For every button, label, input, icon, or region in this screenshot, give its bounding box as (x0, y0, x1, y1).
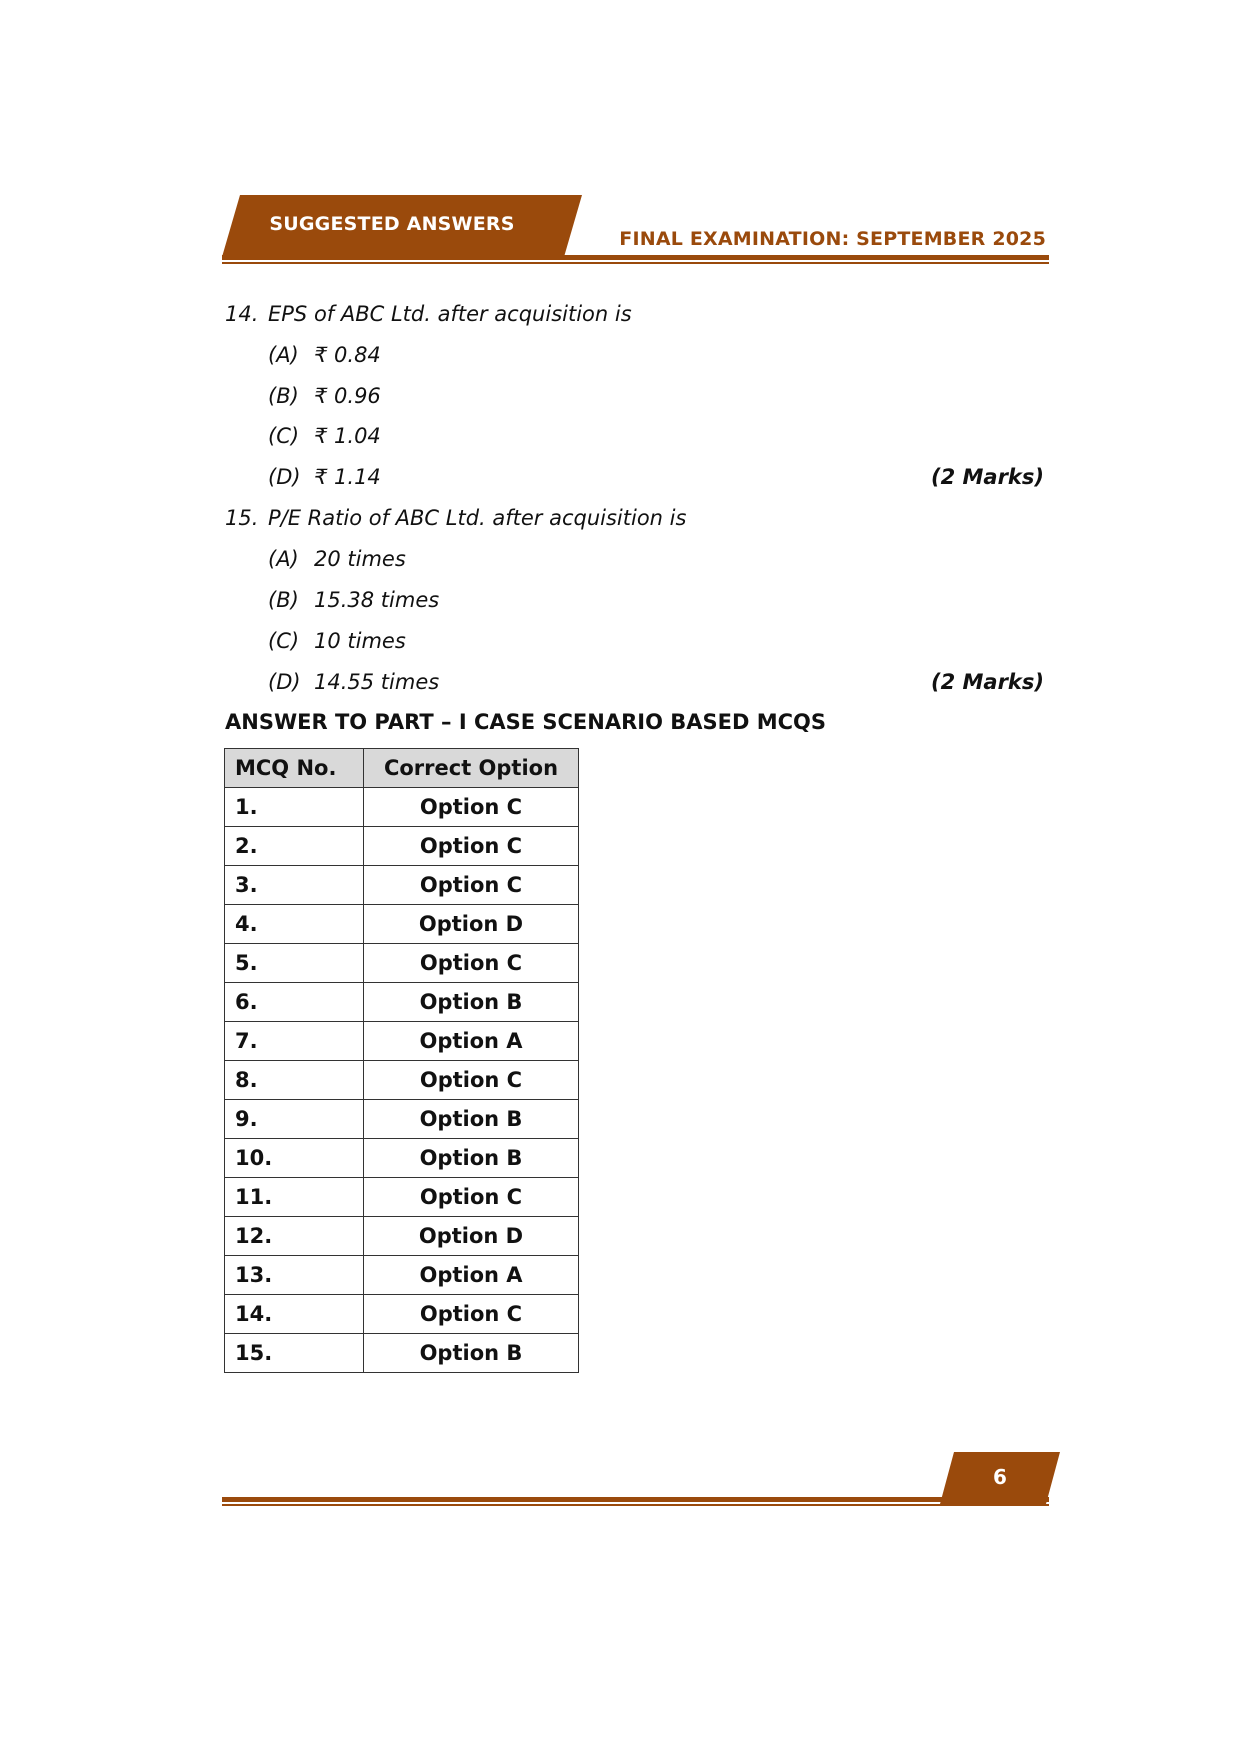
table-row (225, 827, 579, 866)
answer-table (224, 748, 579, 1373)
correct-option: Option D (364, 905, 579, 944)
table-row (225, 1295, 579, 1334)
question-15-option-b (268, 588, 439, 612)
table-row (225, 1139, 579, 1178)
question-14-marks: (2 Marks) (930, 465, 1044, 489)
table-row (225, 1022, 579, 1061)
mcq-number: 15. (225, 1334, 364, 1373)
header-tab-label: SUGGESTED ANSWERS (269, 213, 515, 235)
mcq-number: 4. (225, 905, 364, 944)
correct-option: Option C (364, 944, 579, 983)
option-text: ₹ 1.14 (314, 465, 381, 489)
mcq-number: 11. (225, 1178, 364, 1217)
correct-option: Option B (364, 1334, 579, 1373)
table-row (225, 1178, 579, 1217)
mcq-number: 5. (225, 944, 364, 983)
option-label: (D) (268, 465, 301, 489)
question-14-option-b (268, 384, 381, 408)
mcq-number: 1. (225, 788, 364, 827)
table-row (225, 983, 579, 1022)
answer-section-heading: ANSWER TO PART – I CASE SCENARIO BASED MCQS (225, 710, 827, 734)
mcq-number: 10. (225, 1139, 364, 1178)
question-15-option-a (268, 547, 406, 571)
correct-option: Option B (364, 1139, 579, 1178)
footer-divider (222, 1497, 1049, 1502)
correct-option: Option B (364, 1100, 579, 1139)
header-tab (222, 195, 582, 257)
question-14-option-a (268, 343, 381, 367)
option-label: (D) (268, 670, 301, 694)
table-row (225, 1061, 579, 1100)
question-15-marks: (2 Marks) (930, 670, 1044, 694)
correct-option: Option B (364, 983, 579, 1022)
option-text: ₹ 0.84 (314, 343, 381, 367)
mcq-number: 13. (225, 1256, 364, 1295)
mcq-number: 9. (225, 1100, 364, 1139)
mcq-number: 7. (225, 1022, 364, 1061)
table-row (225, 1334, 579, 1373)
table-row (225, 905, 579, 944)
option-text: 14.55 times (314, 670, 440, 694)
table-row (225, 1217, 579, 1256)
header-divider (222, 255, 1049, 260)
correct-option: Option D (364, 1217, 579, 1256)
table-row (225, 1100, 579, 1139)
correct-option: Option C (364, 1295, 579, 1334)
mcq-number: 14. (225, 1295, 364, 1334)
option-label: (B) (268, 588, 299, 612)
option-text: ₹ 1.04 (314, 424, 381, 448)
correct-option: Option C (364, 1061, 579, 1100)
header-divider-thin (222, 262, 1049, 264)
mcq-number: 3. (225, 866, 364, 905)
mcq-number: 6. (225, 983, 364, 1022)
page-number: 6 (993, 1465, 1007, 1489)
question-15-option-d (268, 670, 439, 694)
column-header-correct-option: Correct Option (364, 749, 579, 788)
footer-divider-thin (222, 1504, 1049, 1506)
option-text: 10 times (314, 629, 406, 653)
option-label: (B) (268, 384, 299, 408)
question-number: 15. (225, 506, 259, 530)
question-14-option-d (268, 465, 381, 489)
option-label: (C) (268, 424, 300, 448)
question-text: P/E Ratio of ABC Ltd. after acquisition is (268, 506, 687, 530)
option-text: ₹ 0.96 (314, 384, 381, 408)
question-15-option-c (268, 629, 406, 653)
question-15 (225, 506, 686, 530)
option-label: (A) (268, 343, 299, 367)
question-text: EPS of ABC Ltd. after acquisition is (268, 302, 632, 326)
option-text: 20 times (314, 547, 406, 571)
option-text: 15.38 times (314, 588, 440, 612)
question-14-option-c (268, 424, 381, 448)
question-14 (225, 302, 632, 326)
table-row (225, 944, 579, 983)
correct-option: Option C (364, 788, 579, 827)
option-label: (C) (268, 629, 300, 653)
column-header-mcq-no: MCQ No. (225, 749, 364, 788)
table-header-row (225, 749, 579, 788)
option-label: (A) (268, 547, 299, 571)
table-row (225, 1256, 579, 1295)
question-number: 14. (225, 302, 259, 326)
table-row (225, 866, 579, 905)
mcq-number: 8. (225, 1061, 364, 1100)
correct-option: Option A (364, 1022, 579, 1061)
correct-option: Option A (364, 1256, 579, 1295)
correct-option: Option C (364, 1178, 579, 1217)
mcq-number: 12. (225, 1217, 364, 1256)
correct-option: Option C (364, 827, 579, 866)
correct-option: Option C (364, 866, 579, 905)
mcq-number: 2. (225, 827, 364, 866)
exam-title: FINAL EXAMINATION: SEPTEMBER 2025 (619, 228, 1046, 250)
table-row (225, 788, 579, 827)
